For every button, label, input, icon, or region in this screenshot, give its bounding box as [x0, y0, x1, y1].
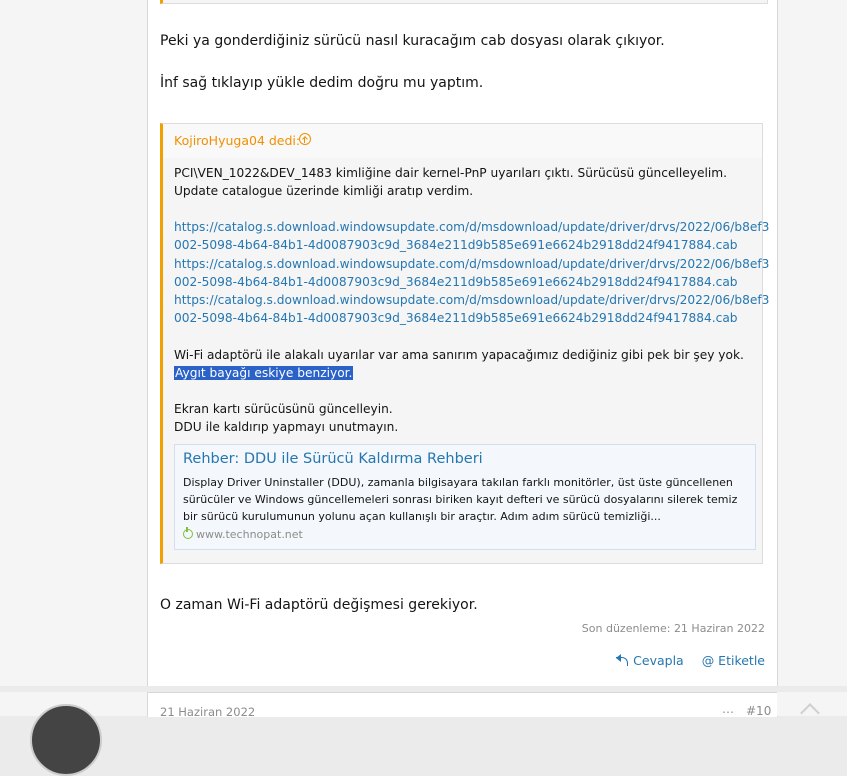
driver-link[interactable]: https://catalog.s.download.windowsupdate.com/d/msdownload/update/driver/drvs/2022/06/b8ef3	[174, 293, 770, 307]
next-vote-column	[777, 692, 847, 716]
post-actions	[602, 653, 765, 668]
quote-block	[160, 123, 770, 564]
driver-link[interactable]: https://catalog.s.download.windowsupdate.com/d/msdownload/update/driver/drvs/2022/06/b8ef3	[174, 257, 770, 271]
reply-label: Cevapla	[633, 653, 684, 668]
previous-quote-edge	[160, 0, 768, 4]
reply-text: O zaman Wi-Fi adaptörü değişmesi gerekiyor.	[160, 597, 478, 613]
quote-text-line: DDU ile kaldırıp yapmayı unutmayın.	[174, 420, 399, 434]
link-preview-domain	[183, 528, 303, 541]
post-body	[147, 0, 778, 686]
driver-link[interactable]: 002-5098-4b64-84b1-4d0087903c9d_3684e211d9b585e691e6624b2918dd24f9417884.cab	[174, 311, 738, 325]
link-preview-title[interactable]: Rehber: DDU ile Sürücü Kaldırma Rehberi	[183, 451, 483, 467]
driver-link[interactable]: https://catalog.s.download.windowsupdate.com/d/msdownload/update/driver/drvs/2022/06/b8ef3	[174, 220, 770, 234]
quote-text-line: Wi-Fi adaptörü ile alakalı uyarılar var ama sanırım yapacağımız dediğiniz gibi pek bir şey yok.	[174, 348, 744, 362]
tag-label: Etiketle	[718, 653, 765, 668]
quote-author-link[interactable]: KojiroHyuga04 dedi:	[174, 133, 301, 148]
driver-link[interactable]: 002-5098-4b64-84b1-4d0087903c9d_3684e211d9b585e691e6624b2918dd24f9417884.cab	[174, 238, 738, 252]
quote-text-line: Update catalogue üzerinde kimliği aratıp verdim.	[174, 184, 474, 198]
at-icon: @	[701, 653, 715, 668]
message-line: İnf sağ tıklayıp yükle dedim doğru mu yaptım.	[160, 75, 484, 91]
quote-header	[163, 124, 762, 158]
quote-text-line: PCI\VEN_1022&DEV_1483 kimliğine dair kernel-PnP uyarıları çıktı. Sürücüsü güncelleyelim.	[174, 166, 727, 180]
next-post-header	[147, 692, 778, 717]
reply-icon	[616, 657, 628, 666]
vote-column	[777, 0, 847, 686]
message-line: Peki ya gonderdiğiniz sürücü nasıl kuracağım cab dosyası olarak çıkıyor.	[160, 33, 665, 49]
user-sidebar	[0, 0, 147, 686]
link-preview-description: Display Driver Uninstaller (DDU), zamanla bilgisayara takılan farklı monitörler, üst üste güncellenen sürücüler ve Windows güncellemeleri sonrası biriken kayıt defteri ve sürücü dosyalarını silerek temiz bir sürücü kurulumunun yolunu açan kullanışlı bir araçtır. Adım adım sürücü temizliği...	[183, 476, 738, 523]
quote-text-line	[174, 366, 353, 380]
site-favicon-icon	[183, 529, 193, 539]
avatar[interactable]	[30, 704, 102, 776]
share-icon[interactable]: ⋯	[722, 705, 734, 719]
post-number-link[interactable]: #10	[746, 704, 772, 718]
quote-text-line: Ekran kartı sürücüsünü güncelleyin.	[174, 402, 393, 416]
upvote-icon[interactable]	[800, 703, 820, 723]
edited-note: Son düzenleme: 21 Haziran 2022	[581, 622, 765, 635]
selected-text: Aygıt bayağı eskiye benziyor.	[175, 366, 353, 380]
next-user-sidebar	[0, 692, 147, 716]
link-preview-card[interactable]	[174, 444, 756, 550]
driver-link[interactable]: 002-5098-4b64-84b1-4d0087903c9d_3684e211d9b585e691e6624b2918dd24f9417884.cab	[174, 275, 738, 289]
reply-button[interactable]	[616, 653, 684, 668]
post-date-link[interactable]: 21 Haziran 2022	[160, 705, 256, 719]
domain-text: www.technopat.net	[196, 528, 303, 541]
arrow-up-circle-icon[interactable]	[299, 133, 311, 145]
tag-button[interactable]	[702, 653, 765, 668]
